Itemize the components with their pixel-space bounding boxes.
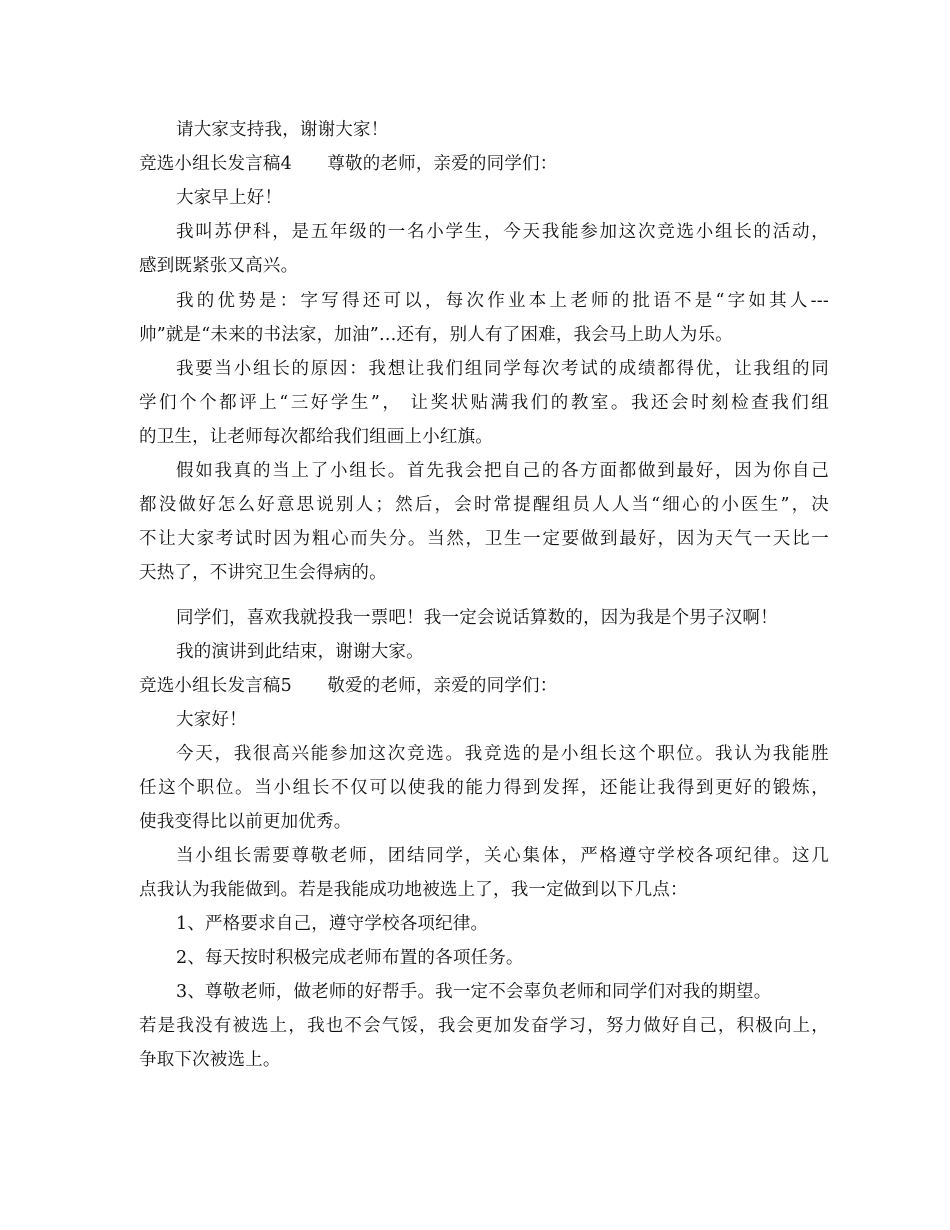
- text-line: 今天，我很高兴能参加这次竞选。我竞选的是小组长这个职位。我认为我能胜: [176, 744, 829, 764]
- text-line: 我叫苏伊科，是五年级的一名小学生，今天我能参加这次竞选小组长的活动，: [176, 222, 829, 242]
- text-line: 使我变得比以前更加优秀。: [139, 812, 352, 832]
- text-line: 任这个职位。当小组长不仅可以使我的能力得到发挥，还能让我得到更好的锻炼，: [139, 778, 829, 798]
- section-heading: 竞选小组长发言稿5 敬爱的老师，亲爱的同学们：: [139, 676, 558, 696]
- list-item: 3、尊敬老师，做老师的好帮手。我一定不会辜负老师和同学们对我的期望。: [176, 982, 772, 1002]
- text-line: 大家早上好！: [176, 188, 283, 208]
- text-line: 争取下次被选上。: [139, 1050, 281, 1070]
- text-line: 都没做好怎么好意思说别人；然后，会时常提醒组员人人当“细心的小医生”，决: [139, 495, 829, 515]
- text-line: 假如我真的当上了小组长。首先我会把自己的各方面都做到最好，因为你自己: [176, 461, 829, 481]
- list-item: 1、严格要求自己，遵守学校各项纪律。: [176, 914, 489, 934]
- text-line: 点我认为我能做到。若是我能成功地被选上了，我一定做到以下几点：: [139, 880, 688, 900]
- text-line: 帅”就是“未来的书法家，加油”…还有，别人有了困难，我会马上助人为乐。: [139, 325, 733, 345]
- text-line: 天热了，不讲究卫生会得病的。: [139, 563, 387, 583]
- text-line: 我要当小组长的原因：我想让我们组同学每次考试的成绩都得优，让我组的同: [176, 359, 829, 379]
- text-line: 感到既紧张又高兴。: [139, 256, 299, 276]
- text-line: 请大家支持我，谢谢大家！: [176, 120, 389, 140]
- text-line: 我的演讲到此结束，谢谢大家。: [176, 642, 424, 662]
- list-item: 2、每天按时积极完成老师布置的各项任务。: [176, 948, 524, 968]
- text-line: 同学们，喜欢我就投我一票吧！我一定会说话算数的，因为我是个男子汉啊！: [176, 608, 778, 628]
- text-line: 我的优势是：字写得还可以，每次作业本上老师的批语不是“字如其人---: [176, 291, 829, 311]
- text-line: 的卫生，让老师每次都给我们组画上小红旗。: [139, 427, 493, 447]
- section-heading: 竞选小组长发言稿4 尊敬的老师，亲爱的同学们：: [139, 154, 558, 174]
- text-line: 学们个个都评上“三好学生”， 让奖状贴满我们的教室。我还会时刻检查我们组: [139, 393, 829, 413]
- text-line: 大家好！: [176, 710, 247, 730]
- text-line: 当小组长需要尊敬老师，团结同学，关心集体，严格遵守学校各项纪律。这几: [176, 846, 829, 866]
- text-line: 若是我没有被选上，我也不会气馁，我会更加发奋学习，努力做好自己，积极向上，: [139, 1016, 829, 1036]
- text-line: 不让大家考试时因为粗心而失分。当然，卫生一定要做到最好，因为天气一天比一: [139, 529, 829, 549]
